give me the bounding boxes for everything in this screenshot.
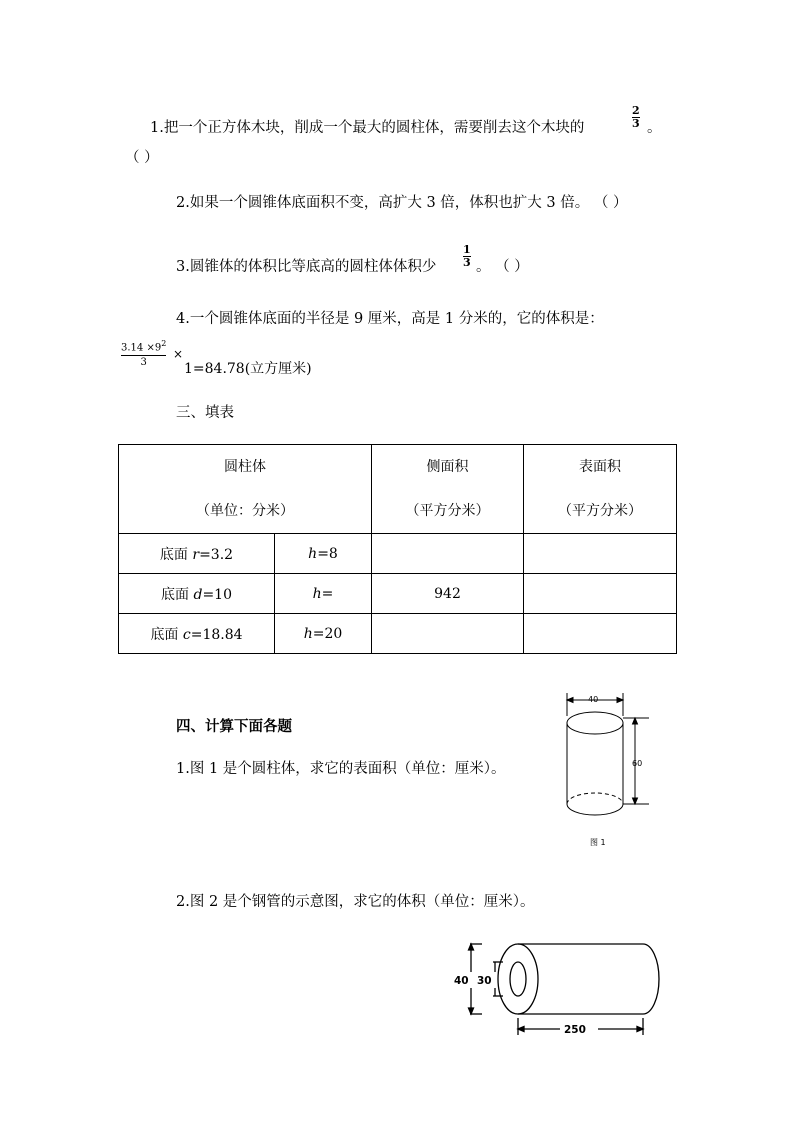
section3-title: 三、填表 <box>176 405 234 421</box>
q1-answer-paren[interactable]: （ ） <box>125 150 159 166</box>
cell-base-val: =3.2 <box>199 546 234 563</box>
section4-q2: 2.图 2 是个钢管的示意图，求它的体积（单位：厘米）。 <box>176 894 535 910</box>
cell-height-var: h <box>303 625 313 642</box>
cell-height <box>275 534 372 574</box>
section4-q1: 1.图 1 是个圆柱体，求它的表面积（单位：厘米）。 <box>176 761 506 777</box>
q4-result: 1=84.78(立方厘米) <box>184 361 312 377</box>
cell-base <box>119 574 275 614</box>
cell-surface[interactable] <box>524 614 677 654</box>
cell-base-label: 底面 <box>150 626 183 643</box>
cell-height-var: h <box>308 545 318 562</box>
q3-fraction-num: 1 <box>463 243 471 256</box>
table-header-row <box>119 445 677 534</box>
cell-base <box>119 534 275 574</box>
q4-times: × <box>173 347 184 361</box>
fig1-height-label: 60 <box>632 759 643 768</box>
fraction-bar <box>121 355 166 356</box>
cell-lateral[interactable] <box>372 534 524 574</box>
q1-text: 1.把一个正方体木块，削成一个最大的圆柱体，需要削去这个木块的 <box>150 120 585 136</box>
header-col2-line2: （平方分米） <box>405 503 490 519</box>
cell-height <box>275 614 372 654</box>
cell-height[interactable] <box>275 574 372 614</box>
header-col2-line1: 侧面积 <box>426 459 469 475</box>
fig1-width-label: 40 <box>588 695 599 704</box>
header-col3-line2: （平方分米） <box>558 503 642 519</box>
cell-lateral: 942 <box>372 574 524 614</box>
cell-base-val: =18.84 <box>190 626 243 643</box>
q3-end: 。 （ ） <box>476 259 529 275</box>
cell-height-val: =20 <box>312 625 343 642</box>
section4-title: 四、计算下面各题 <box>176 718 292 735</box>
q3-fraction-den: 3 <box>463 255 471 269</box>
table-row <box>119 534 677 574</box>
cell-base-label: 底面 <box>159 546 193 563</box>
cell-height-val: =8 <box>317 545 338 562</box>
q4-formula-fraction <box>121 339 166 368</box>
cell-surface[interactable] <box>524 534 677 574</box>
fig2-inner-label: 30 <box>477 975 492 987</box>
cell-base-val: =10 <box>202 586 232 603</box>
q2-text: 2.如果一个圆锥体底面积不变，高扩大 3 倍，体积也扩大 3 倍。 （ ） <box>176 195 628 211</box>
figure1-cylinder <box>555 688 655 853</box>
header-col3-line1: 表面积 <box>579 459 621 475</box>
cell-height-var: h <box>312 585 322 602</box>
q1-fraction <box>632 105 640 129</box>
fill-table <box>118 444 677 654</box>
header-surface-area <box>524 445 677 534</box>
cell-base-label: 底面 <box>161 586 194 603</box>
q4-formula-sup: 2 <box>161 339 167 348</box>
cell-surface[interactable] <box>524 574 677 614</box>
header-cylinder <box>119 445 372 534</box>
table-row <box>119 574 677 614</box>
cell-base-var: r <box>192 546 200 563</box>
header-lateral-area <box>372 445 524 534</box>
q1-fraction-den: 3 <box>632 116 640 130</box>
cell-base <box>119 614 275 654</box>
figure2-steel-pipe <box>448 938 668 1043</box>
fig2-length-label: 250 <box>564 1024 586 1036</box>
cell-height-val: = <box>321 585 334 602</box>
q4-formula-num: 3.14 ×9 <box>121 342 162 354</box>
table-row <box>119 614 677 654</box>
q1-end: 。 <box>647 120 662 136</box>
cell-base-var: d <box>193 586 203 603</box>
header-col1-line1: 圆柱体 <box>224 459 266 475</box>
header-col1-line2: （单位：分米） <box>196 503 294 519</box>
fig2-outer-label: 40 <box>454 975 469 987</box>
q4-formula-den: 3 <box>140 356 147 368</box>
fig1-caption: 图 1 <box>590 838 606 847</box>
cell-base-var: c <box>182 626 191 643</box>
q3-text: 3.圆锥体的体积比等底高的圆柱体体积少 <box>176 259 437 275</box>
cell-lateral[interactable] <box>372 614 524 654</box>
q4-text: 4.一个圆锥体底面的半径是 9 厘米，高是 1 分米的，它的体积是： <box>176 311 604 327</box>
q1-fraction-num: 2 <box>632 104 640 117</box>
q3-fraction <box>463 244 471 268</box>
